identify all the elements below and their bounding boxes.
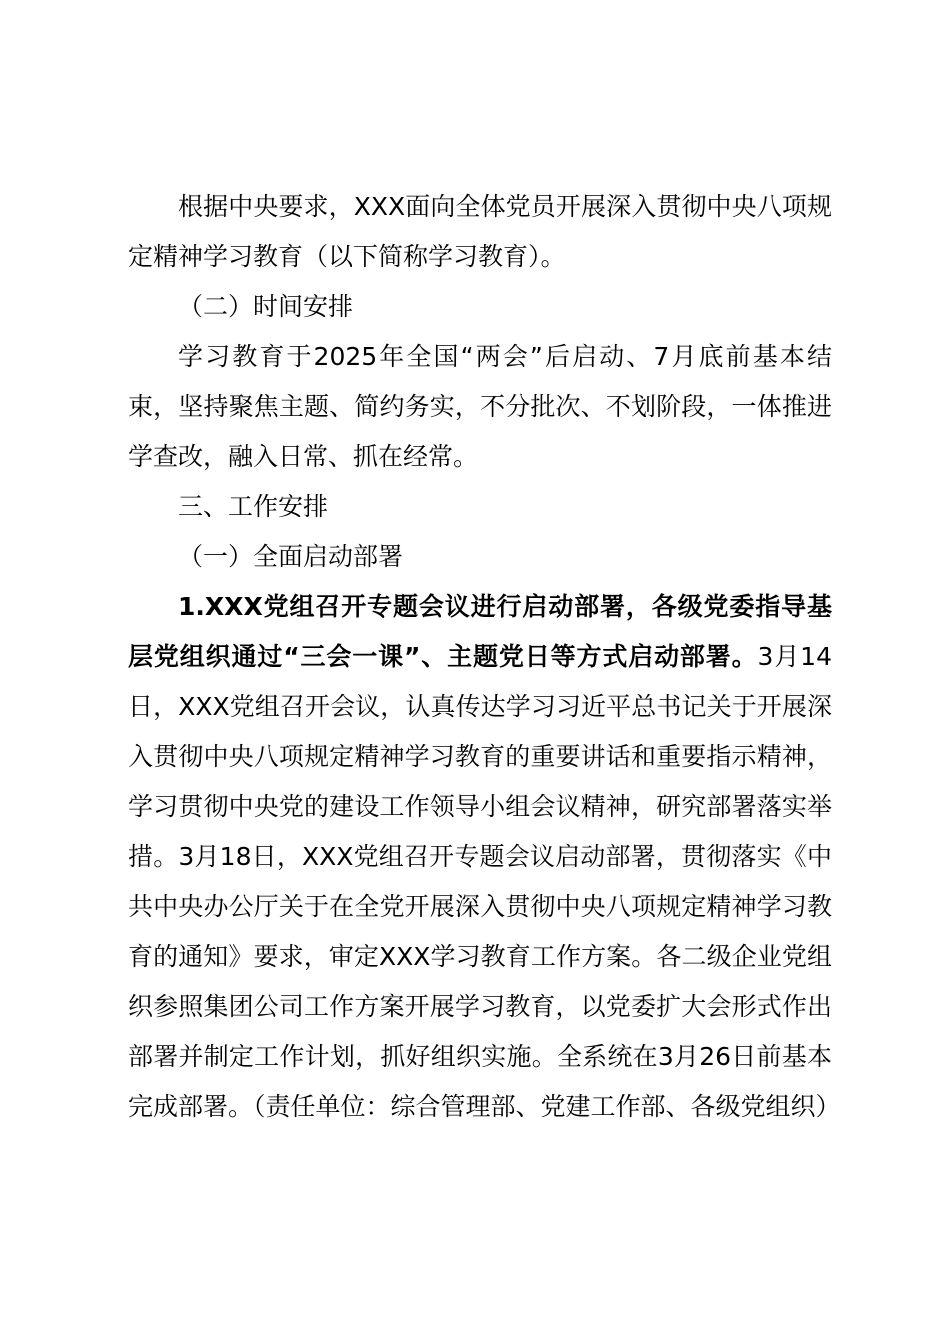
heading-work-arrangement: 三、工作安排 (178, 492, 329, 521)
paragraph-body: 3月14日，XXX党组召开会议，认真传达学习习近平总书记关于开展深入贯彻中央八项规定精神学习教育的重要讲话和重要指示精神，学习贯彻中央党的建设工作领导小组会议精神，研究部署落实举措。3月18日，XXX党组召开专题会议启动部署，贯彻落实《中共中央办公厅关于在全党开展深入贯彻中央八项规定精神学习教育的通知》要求，审定XXX学习教育工作方案。各二级企业党组织参照集团公司工作方案开展学习教育，以党委扩大会形式作出部署并制定工作计划，抓好组织实施。全系统在3月26日前基本完成部署。（责任单位：综合管理部、党建工作部、各级党组织） (128, 642, 841, 1121)
paragraph-lead-bold: 1.XXX党组召开专题会议进行启动部署，各级党委指导基层党组织通过“三会一课”、主题党日等方式启动部署。 (128, 592, 832, 671)
heading-time-arrangement: （二）时间安排 (178, 292, 354, 321)
paragraph-intro: 根据中央要求，XXX面向全体党员开展深入贯彻中央八项规定精神学习教育（以下简称学习教育）。 (128, 192, 832, 271)
heading-launch-deployment: （一）全面启动部署 (178, 542, 404, 571)
paragraph-launch-deployment (128, 582, 841, 1132)
paragraph-time-arrangement: 学习教育于2025年全国“两会”后启动、7月底前基本结束，坚持聚焦主题、简约务实，不分批次、不划阶段，一体推进学查改，融入日常、抓在经常。 (128, 342, 832, 471)
